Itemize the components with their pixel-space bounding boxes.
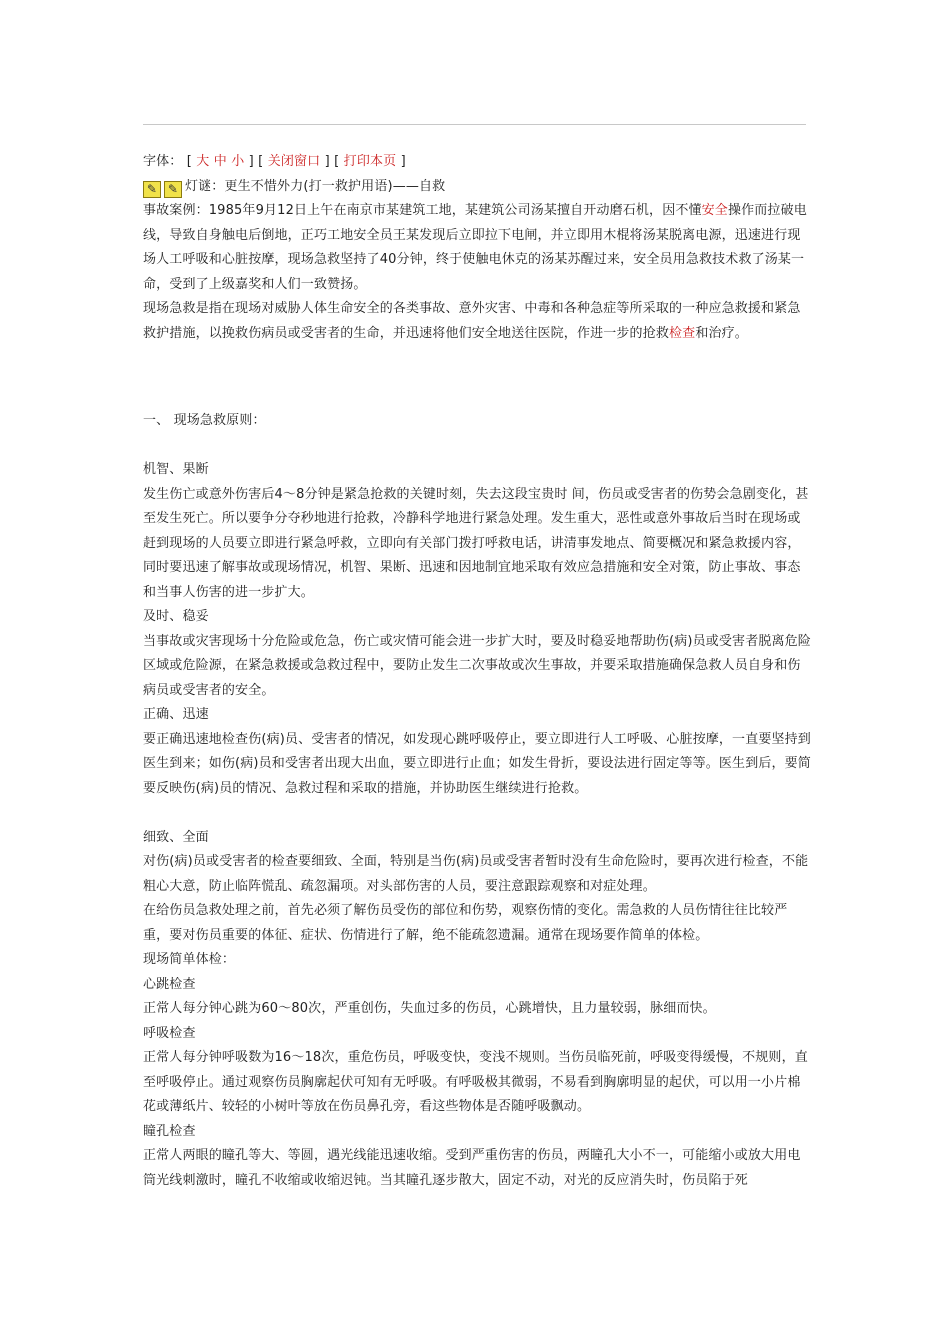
font-small-link[interactable]: 小 — [231, 154, 245, 169]
pupil-check-text: 正常人两眼的瞳孔等大、等圆，遇光线能迅速收缩。受到严重伤害的伤员，两瞳孔大小不一，可能缩小或放大用电筒光线刺激时，瞳孔不收缩或收缩迟钝。当其瞳孔逐步散大，固定不动，对光的反应消失时，伤员陷于死 — [143, 1148, 801, 1188]
intro-text: 现场急救是指在现场对威胁人体生命安全的各类事故、意外灾害、中毒和各种急症等所采取的一种应急救援和紧急救护措施，以挽救伤病员或受害者的生命，并迅速将他们安全地送往医院，作进一步的抢救 — [143, 301, 801, 341]
pupil-check-title: 瞳孔检查 — [143, 1123, 196, 1139]
font-label: 字体： — [143, 154, 183, 169]
note-icon: ✎ — [143, 181, 161, 198]
note-icon: ✎ — [164, 181, 182, 198]
check-link[interactable]: 检查 — [669, 325, 696, 341]
close-window-link[interactable]: 关闭窗口 — [267, 154, 321, 169]
bracket: [ — [186, 154, 192, 169]
breath-check-title: 呼吸检查 — [143, 1025, 196, 1041]
intro-paragraph — [143, 297, 811, 346]
top-divider — [143, 124, 806, 125]
section-title: 一、 现场急救原则： — [143, 413, 266, 428]
principle-text: 在给伤员急救处理之前，首先必须了解伤员受伤的部位和伤势，观察伤情的变化。需急救的人员伤情往往比较严重，要对伤员重要的体征、症状、伤情进行了解，绝不能疏忽遗漏。通常在现场要作简单的体检。 — [143, 903, 788, 943]
breath-check-text: 正常人每分钟呼吸数为16～18次，重危伤员，呼吸变快，变浅不规则。当伤员临死前，呼吸变得缓慢，不规则，直至呼吸停止。通过观察伤员胸廓起伏可知有无呼吸。有呼吸极其微弱，不易看到胸廓明显的起伏，可以用一小片棉花或薄纸片、较轻的小树叶等放在伤员鼻孔旁，看这些物体是否随呼吸飘动。 — [143, 1050, 808, 1114]
principle-text: 要正确迅速地检查伤(病)员、受害者的情况，如发现心跳呼吸停止，要立即进行人工呼吸、心脏按摩，一直要坚持到医生到来；如伤(病)员和受害者出现大出血，要立即进行止血；如发生骨折，要设法进行固定等等。医生到后，要简要反映伤(病)员的情况、急救过程和采取的措施，并协助医生继续进行抢救。 — [143, 731, 811, 796]
bracket: ] — [400, 154, 406, 169]
font-medium-link[interactable]: 中 — [213, 154, 227, 169]
case-paragraph — [143, 199, 811, 297]
principle-text: 当事故或灾害现场十分危险或危急，伤亡或灾情可能会进一步扩大时，要及时稳妥地帮助伤(病)员或受害者脱离危险区域或危险源，在紧急救援或急救过程中，要防止发生二次事故或次生事故，并要采取措施确保急救人员自身和伤病员或受害者的安全。 — [143, 633, 811, 698]
heart-check-text: 正常人每分钟心跳为60～80次，严重创伤，失血过多的伤员，心跳增快，且力量较弱，脉细而快。 — [143, 1001, 716, 1016]
principle-text: 对伤(病)员或受害者的检查要细致、全面，特别是当伤(病)员或受害者暂时没有生命危险时，要再次进行检查，不能粗心大意，防止临阵慌乱、疏忽漏项。对头部伤害的人员，要注意跟踪观察和对症处理。 — [143, 854, 809, 894]
exam-title: 现场简单体检： — [143, 952, 236, 967]
principle-title: 细致、全面 — [143, 829, 209, 845]
bracket: ] — [324, 154, 330, 169]
bracket: [ — [258, 154, 264, 169]
principle-title: 正确、迅速 — [143, 707, 209, 722]
print-page-link[interactable]: 打印本页 — [343, 154, 397, 169]
heart-check-title: 心跳检查 — [143, 976, 196, 992]
bracket: ] — [248, 154, 254, 169]
safety-link[interactable]: 安全 — [701, 203, 728, 218]
principle-title: 机智、果断 — [143, 462, 209, 477]
font-toolbar — [143, 150, 811, 175]
riddle-line — [143, 175, 811, 200]
font-large-link[interactable]: 大 — [196, 154, 210, 169]
intro-text-cont: 和治疗。 — [695, 325, 748, 341]
case-text-cont: 操作而拉破电线，导致自身触电后倒地，正巧工地安全员王某发现后立即拉下电闸，并立即用木棍将汤某脱离电源，迅速进行现场人工呼吸和心脏按摩，现场急救坚持了40分钟，终于使触电休克的汤某苏醒过来，安全员用急救技术救了汤某一命，受到了上级嘉奖和人们一致赞扬。 — [143, 203, 807, 292]
article-body — [143, 150, 811, 1193]
principle-text: 发生伤亡或意外伤害后4～8分钟是紧急抢救的关键时刻，失去这段宝贵时 间，伤员或受害者的伤势会急剧变化，甚至发生死亡。所以要争分夺秒地进行抢救，冷静科学地进行紧急处理。发生重大，恶性或意外事故后当时在现场或赶到现场的人员要立即进行紧急呼救，立即向有关部门拨打呼救电话，讲清事发地点、简要概况和紧急救援内容，同时要迅速了解事故或现场情况，机智、果断、迅速和因地制宜地采取有效应急措施和安全对策，防止事故、事态和当事人伤害的进一步扩大。 — [143, 486, 809, 600]
bracket: [ — [334, 154, 340, 169]
case-text: 事故案例：1985年9月12日上午在南京市某建筑工地，某建筑公司汤某擅自开动磨石机，因不懂 — [143, 203, 702, 218]
riddle-text: 灯谜：更生不惜外力(打一救护用语)——自救 — [185, 178, 446, 194]
principle-title: 及时、稳妥 — [143, 609, 209, 624]
